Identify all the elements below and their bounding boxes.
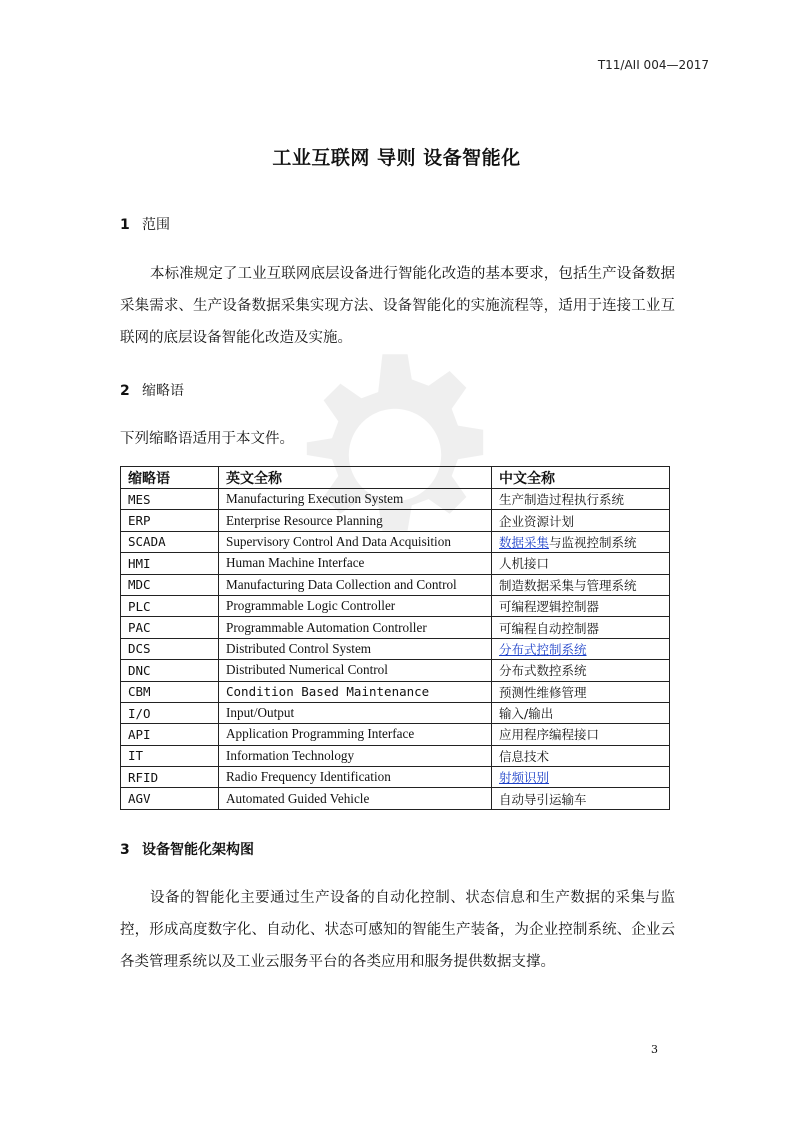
header-english: 英文全称 — [219, 467, 492, 489]
page-title: 工业互联网 导则 设备智能化 — [272, 147, 521, 169]
section-3-heading — [120, 839, 254, 859]
english-cell: Automated Guided Vehicle — [219, 788, 492, 809]
table-row — [121, 553, 670, 574]
abbr-cell: MES — [121, 489, 219, 510]
english-cell: Supervisory Control And Data Acquisition — [219, 531, 492, 552]
abbr-cell: DCS — [121, 638, 219, 659]
table-row — [121, 681, 670, 702]
table-row — [121, 638, 670, 659]
section-2-title: 缩略语 — [142, 383, 184, 399]
standard-code: T11/AII 004—2017 — [597, 58, 709, 72]
abbr-cell: AGV — [121, 788, 219, 809]
chinese-cell — [492, 531, 670, 552]
english-cell: Application Programming Interface — [219, 724, 492, 745]
abbr-cell: IT — [121, 745, 219, 766]
chinese-cell: 生产制造过程执行系统 — [492, 489, 670, 510]
table-row — [121, 510, 670, 531]
abbr-cell: HMI — [121, 553, 219, 574]
table-row — [121, 724, 670, 745]
english-cell: Radio Frequency Identification — [219, 767, 492, 788]
header-chinese: 中文全称 — [492, 467, 670, 489]
section-1-paragraph: 本标准规定了工业互联网底层设备进行智能化改造的基本要求，包括生产设备数据采集需求、生产设备数据采集实现方法、设备智能化的实施流程等，适用于连接工业互联网的底层设备智能化改造及实施。 — [120, 266, 675, 346]
chinese-cell: 人机接口 — [492, 553, 670, 574]
english-cell: Distributed Numerical Control — [219, 660, 492, 681]
abbreviation-table — [120, 466, 670, 810]
table-row — [121, 574, 670, 595]
distributed-control-link[interactable]: 分布式控制系统 — [499, 641, 587, 657]
abbr-cell: PAC — [121, 617, 219, 638]
table-row — [121, 788, 670, 809]
section-3-title: 设备智能化架构图 — [142, 842, 254, 858]
table-row — [121, 595, 670, 616]
chinese-cell: 输入/输出 — [492, 702, 670, 723]
chinese-cell: 企业资源计划 — [492, 510, 670, 531]
table-row — [121, 489, 670, 510]
abbr-cell: API — [121, 724, 219, 745]
english-cell: Distributed Control System — [219, 638, 492, 659]
section-1-title: 范围 — [142, 217, 170, 233]
english-cell: Human Machine Interface — [219, 553, 492, 574]
chinese-cell: 可编程自动控制器 — [492, 617, 670, 638]
abbr-cell: RFID — [121, 767, 219, 788]
section-2-heading — [120, 380, 184, 400]
rfid-link[interactable]: 射频识别 — [499, 770, 550, 786]
english-cell: Manufacturing Data Collection and Control — [219, 574, 492, 595]
table-header-row — [121, 467, 670, 489]
chinese-cell — [492, 767, 670, 788]
chinese-cell: 应用程序编程接口 — [492, 724, 670, 745]
section-2-number: 2 — [120, 383, 130, 399]
english-cell: Programmable Automation Controller — [219, 617, 492, 638]
english-cell: Condition Based Maintenance — [219, 681, 492, 702]
section-3-paragraph: 设备的智能化主要通过生产设备的自动化控制、状态信息和生产数据的采集与监控，形成高度数字化、自动化、状态可感知的智能生产装备，为企业控制系统、企业云各类管理系统以及工业云服务平台的各类应用和服务提供数据支撑。 — [120, 890, 675, 970]
abbr-cell: SCADA — [121, 531, 219, 552]
english-cell: Enterprise Resource Planning — [219, 510, 492, 531]
table-row — [121, 702, 670, 723]
english-cell: Programmable Logic Controller — [219, 595, 492, 616]
table-row — [121, 660, 670, 681]
abbr-cell: PLC — [121, 595, 219, 616]
chinese-cell-rest: 与监视控制系统 — [549, 534, 637, 550]
data-acquisition-link[interactable]: 数据采集 — [499, 534, 550, 550]
abbr-cell: ERP — [121, 510, 219, 531]
table-row — [121, 767, 670, 788]
section-2-intro: 下列缩略语适用于本文件。 — [120, 431, 294, 447]
page-number: 3 — [651, 1043, 658, 1056]
chinese-cell: 信息技术 — [492, 745, 670, 766]
chinese-cell: 可编程逻辑控制器 — [492, 595, 670, 616]
chinese-cell: 制造数据采集与管理系统 — [492, 574, 670, 595]
abbr-cell: MDC — [121, 574, 219, 595]
abbr-cell: DNC — [121, 660, 219, 681]
table-row — [121, 617, 670, 638]
chinese-cell: 预测性维修管理 — [492, 681, 670, 702]
chinese-cell: 自动导引运输车 — [492, 788, 670, 809]
english-cell: Manufacturing Execution System — [219, 489, 492, 510]
english-cell: Information Technology — [219, 745, 492, 766]
header-abbr: 缩略语 — [121, 467, 219, 489]
abbr-cell: CBM — [121, 681, 219, 702]
chinese-cell — [492, 638, 670, 659]
table-row — [121, 531, 670, 552]
chinese-cell: 分布式数控系统 — [492, 660, 670, 681]
abbr-cell: I/O — [121, 702, 219, 723]
section-3-number: 3 — [120, 842, 130, 858]
english-cell: Input/Output — [219, 702, 492, 723]
section-1-number: 1 — [120, 217, 130, 233]
table-row — [121, 745, 670, 766]
section-1-heading — [120, 214, 170, 234]
